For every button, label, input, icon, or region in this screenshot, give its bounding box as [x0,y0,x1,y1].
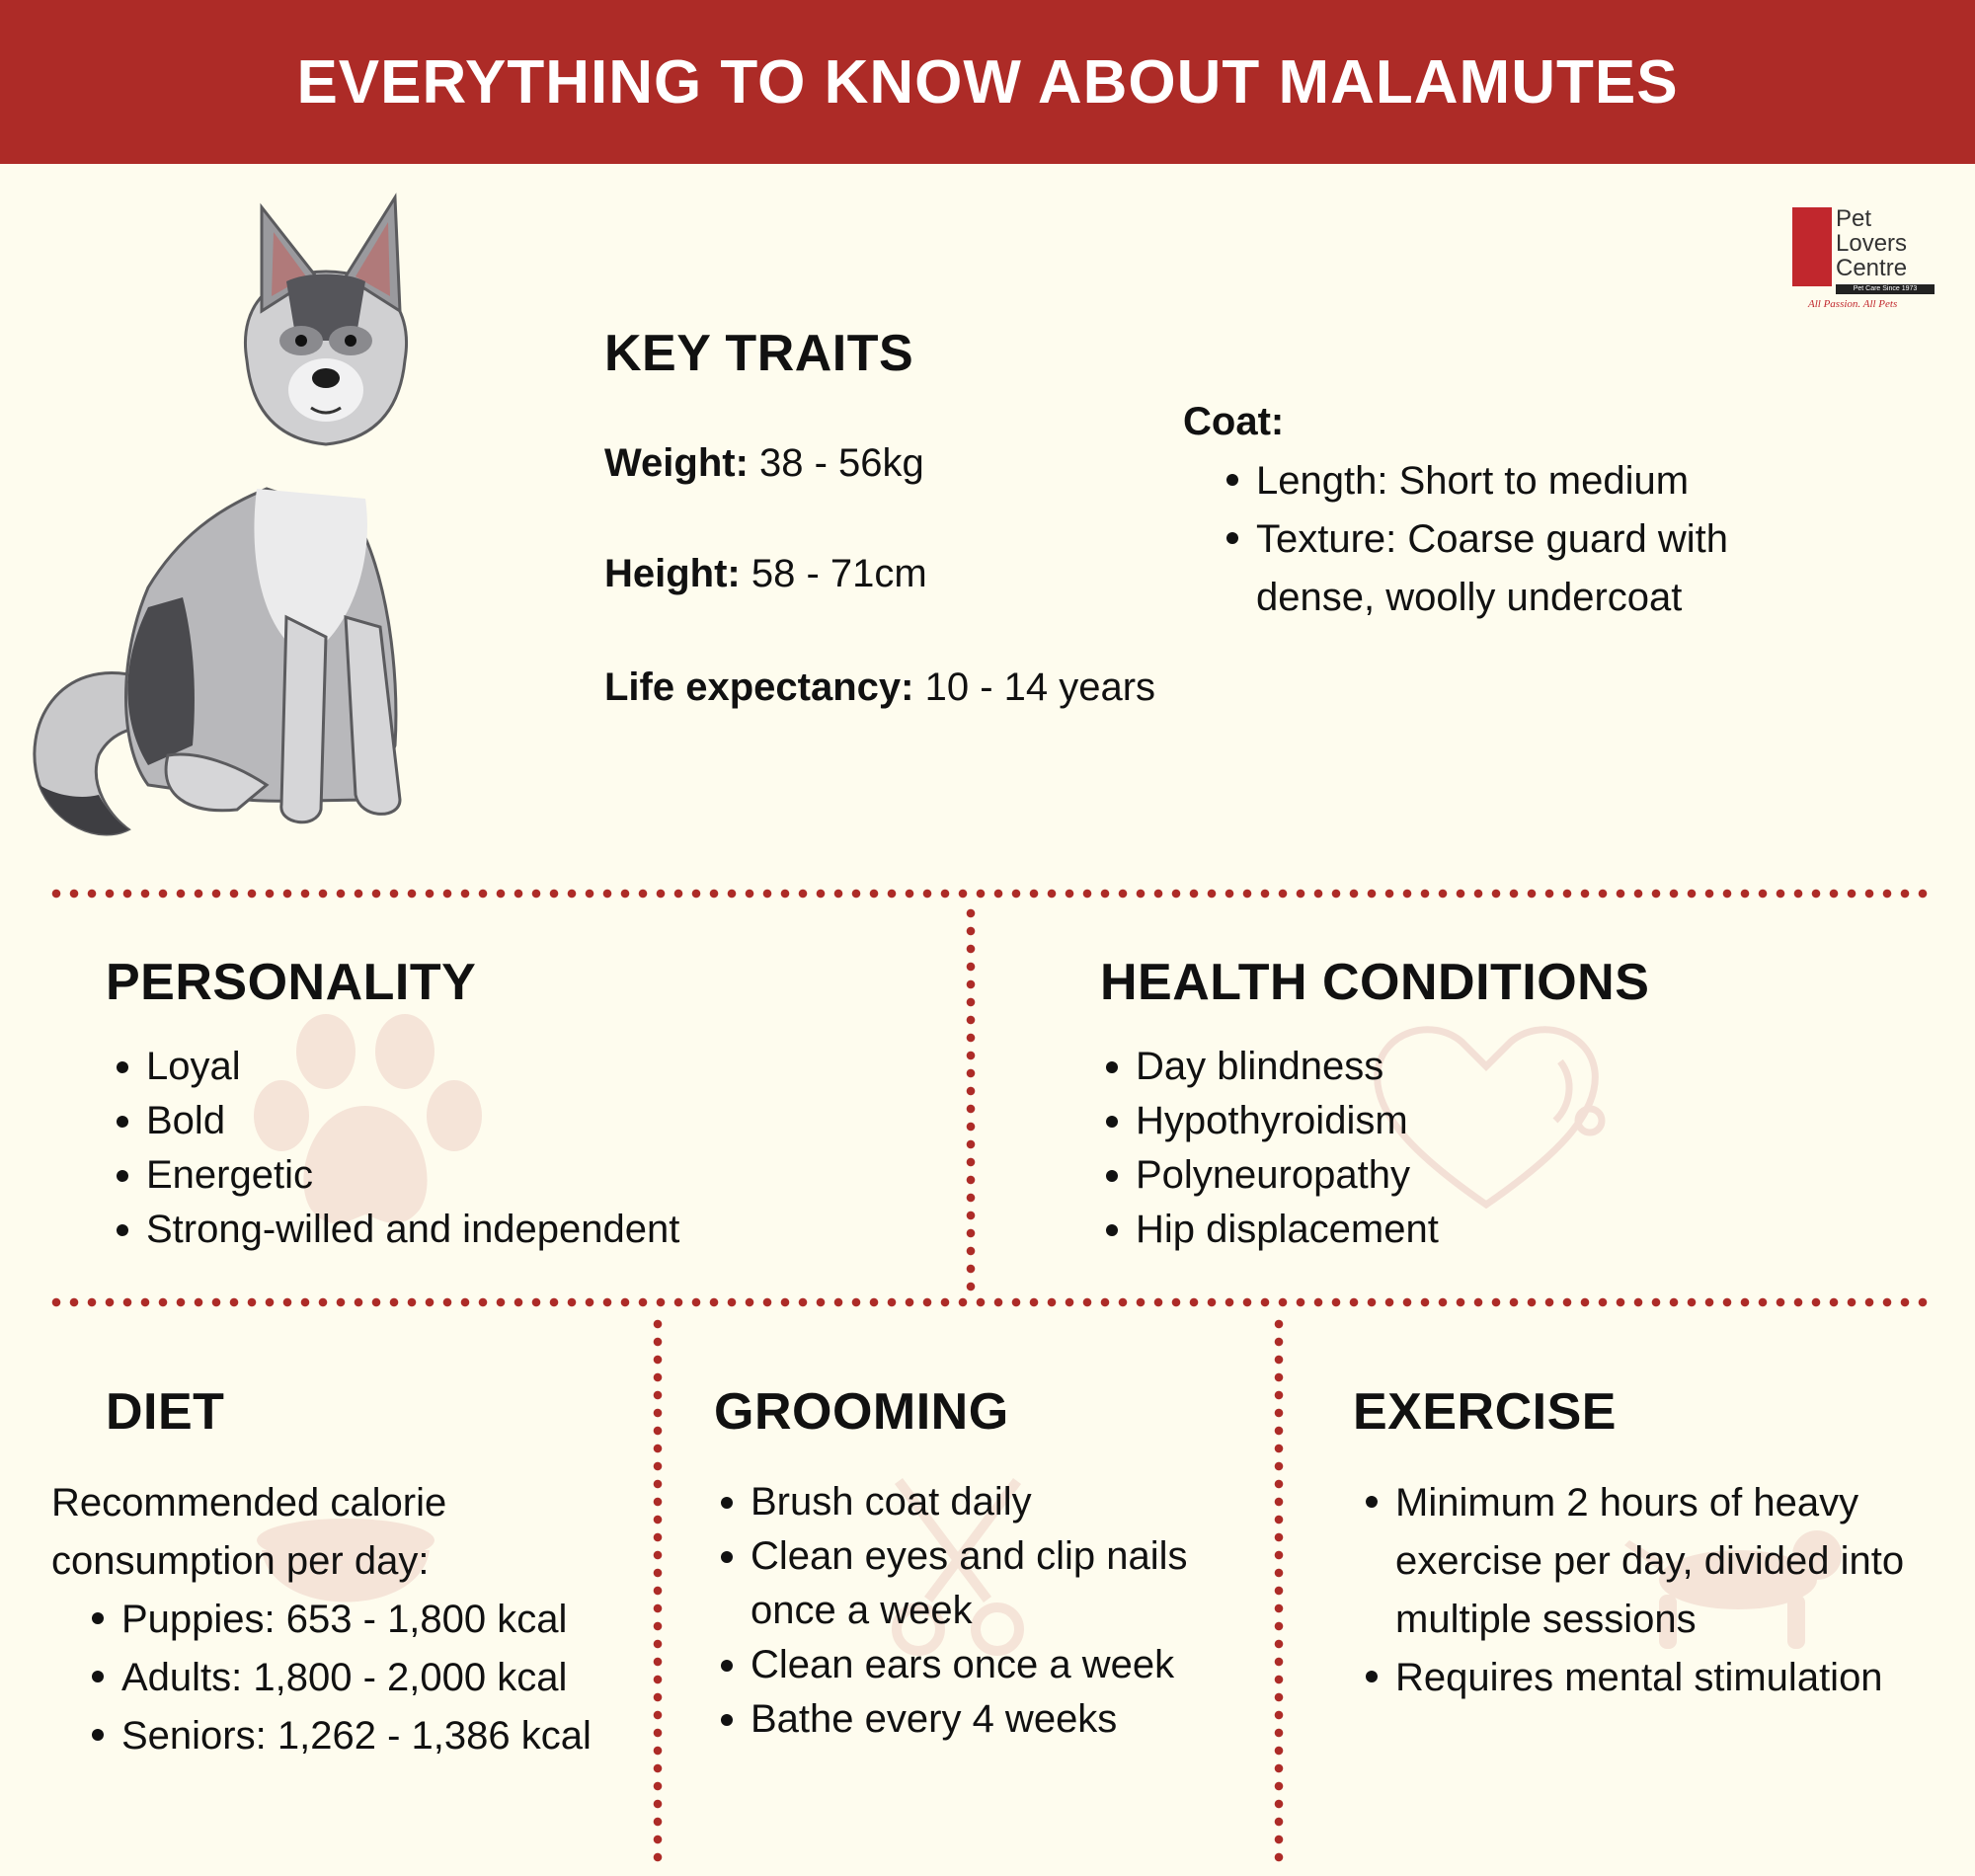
grooming-heading: GROOMING [714,1383,1009,1441]
list-item: Hypothyroidism [1098,1094,1908,1148]
grooming-list [713,1475,1246,1747]
life-expectancy-row [604,659,1155,716]
health-conditions-list [1098,1040,1908,1257]
list-item: Bathe every 4 weeks [713,1692,1246,1747]
list-item: Loyal [109,1040,918,1094]
logo-line-2: Lovers [1836,230,1908,257]
logo-tagline: Pet Care Since 1973 [1836,284,1935,294]
list-item: Brush coat daily [713,1475,1246,1529]
personality-list [109,1040,918,1257]
list-item: Clean ears once a week [713,1638,1246,1692]
weight-label: Weight: [604,441,749,485]
page-title: EVERYTHING TO KNOW ABOUT MALAMUTES [296,47,1679,117]
list-item: Hip displacement [1098,1203,1908,1257]
height-row [604,545,927,602]
malamute-illustration [20,193,504,849]
pet-lovers-centre-logo [1792,207,1940,316]
list-item: Strong-willed and independent [109,1203,918,1257]
diet-heading: DIET [106,1383,225,1441]
divider-grooming-exercise [1274,1315,1284,1868]
exercise-heading: EXERCISE [1353,1383,1617,1441]
logo-line-3: Centre [1836,255,1908,281]
diet-intro: Recommended calorie consumption per day: [51,1481,447,1583]
life-expectancy-label: Life expectancy: [604,665,914,709]
exercise-list [1358,1474,1911,1707]
list-item: Requires mental stimulation [1358,1649,1911,1707]
list-item: Energetic [109,1148,918,1203]
life-expectancy-value: 10 - 14 years [913,665,1156,709]
logo-emblem-icon [1792,207,1832,286]
divider-middle [47,1297,1936,1307]
list-item: Puppies: 653 - 1,800 kcal [84,1591,637,1649]
divider-diet-grooming [653,1315,663,1868]
list-item: Adults: 1,800 - 2,000 kcal [84,1649,637,1707]
list-item: Minimum 2 hours of heavy exercise per day, divided into multiple sessions [1358,1474,1911,1649]
diet-list [84,1591,637,1765]
height-value: 58 - 71cm [740,552,927,595]
logo-slogan: All Passion. All Pets [1808,298,1898,310]
list-item: Length: Short to medium [1219,452,1811,510]
list-item: Seniors: 1,262 - 1,386 kcal [84,1707,637,1765]
list-item: Texture: Coarse guard with dense, woolly undercoat [1219,510,1811,627]
coat-label: Coat: [1183,400,1285,443]
list-item: Clean eyes and clip nails once a week [713,1529,1246,1638]
weight-value: 38 - 56kg [748,441,924,485]
personality-heading: PERSONALITY [106,954,477,1011]
divider-top [47,889,1936,899]
weight-row [604,434,924,492]
list-item: Bold [109,1094,918,1148]
list-item: Polyneuropathy [1098,1148,1908,1203]
title-banner [0,0,1975,164]
coat-list [1219,452,1811,627]
key-traits-heading: KEY TRAITS [604,325,914,382]
height-label: Height: [604,552,741,595]
health-conditions-heading: HEALTH CONDITIONS [1100,954,1650,1011]
list-item: Day blindness [1098,1040,1908,1094]
divider-personality-health [966,904,976,1299]
logo-line-1: Pet [1836,205,1872,232]
